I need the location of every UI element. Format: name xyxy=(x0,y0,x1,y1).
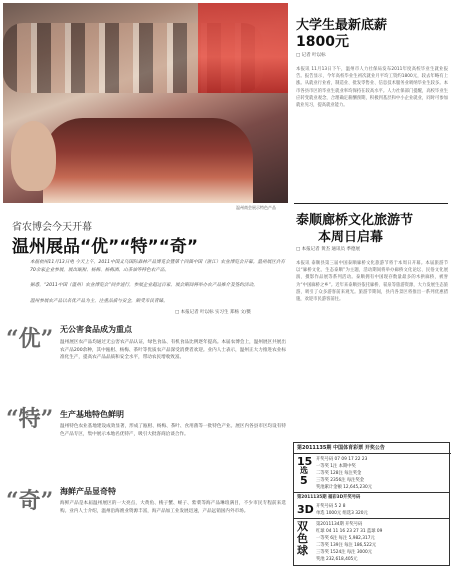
side2-title-line2: 本周日启幕 xyxy=(318,230,384,245)
side2-title-line1: 泰顺廊桥文化旅游节 xyxy=(296,213,414,228)
lottery-row-13: 奖池 232,618,405元 xyxy=(316,557,358,562)
red-banner-shape xyxy=(198,3,288,93)
lottery-row-11: 二等奖 139注 每注 186,522元 xyxy=(316,543,377,548)
lottery-row-2: 一等奖 1注 本期中奖 xyxy=(316,464,356,469)
section-title-you: 无公害食品成为重点 xyxy=(60,325,132,334)
lottery-5: 5 xyxy=(300,474,308,487)
section-title-qi: 海鲜产品显奇特 xyxy=(60,487,116,496)
photo-caption: 温州商会展示特色产品 xyxy=(236,205,276,210)
side1-credit: □ 记者 叶以标 xyxy=(296,53,326,58)
column-divider xyxy=(294,203,448,204)
side1-body: 本报讯 11月13日下午，温州市人力社保局发布2011年度高校毕业生就业报告。报告显示，今年高校毕业生初次就业月平均工资约1800元，较去年略有上涨。从就业行业看，制造业、批发零售业、信息技术服务业吸纳毕业生较多。本市各县市区的毕业生就业率均保持在较高水平。人力社保部门提醒，高校毕业生应转变就业观念，合理确定薪酬预期，积极到基层和中小企业就业，同时可参加就业见习，提高就业能力。 xyxy=(296,67,448,109)
side2-credit: □ 本报记者 黄杰 通讯员 季德展 xyxy=(296,247,360,252)
section-char-you: “优” xyxy=(6,326,54,352)
lottery-row-5: 奖池累计金额 12,645,230元 xyxy=(316,485,373,490)
section-body-qi: 海鲜产品是本届温州展区的一大亮点，大黄鱼、梭子蟹、蛏子、紫菜等海产品琳琅满目，不少市民专程前来选购。业内人士介绍，温州沿海渔业资源丰富，海产品加工业发展迅速，产品远销国内外市场。 xyxy=(60,501,286,514)
lottery-row-7: 单选 1000元 组选3 320元 xyxy=(316,511,368,516)
section-title-te: 生产基地特色鲜明 xyxy=(60,410,124,419)
person-shape xyxy=(11,121,56,191)
side2-body: 本报讯 泰顺县第三届中国泰顺廊桥文化旅游节将于本周日开幕。本届旅游节以“廊桥文化、生态泰顺”为主题，活动期间将举办廊桥文化论坛、民俗文化展演、摄影作品展等系列活动。泰顺拥有中国现存数量最多的木拱廊桥，被誉为“中国廊桥之乡”。近年来泰顺县依托廊桥、氡泉等旅游资源，大力发展生态旅游，吸引了众多游客前来观光。旅游节期间，县内各景区将推出一系列优惠措施，欢迎市民游客前往。 xyxy=(296,261,448,303)
lottery-head: 第2011135期 中国体育彩票 开奖公告 xyxy=(294,443,451,454)
lottery-row-4: 三等奖 2356注 每注奖金 xyxy=(316,478,365,483)
lottery-separator-2 xyxy=(294,518,449,519)
lottery-row-3: 二等奖 128注 每注奖金 xyxy=(316,471,362,476)
lottery-box xyxy=(293,442,450,566)
main-lead-3: 温州参展农产品以名优产品为主，注重品质与安全，颇受市民青睐。 xyxy=(30,299,168,304)
side1-title-line2: 1800元 xyxy=(296,34,349,50)
section-body-te: 温州特色农业基地建设成效显著，形成了瓯柑、杨梅、茶叶、食用菌等一批特色产业。展区内各县市区均设有特色产品专区，集中展示本地名优特产，吸引大批客商洽谈合作。 xyxy=(60,424,286,437)
lottery-separator-1 xyxy=(294,492,449,493)
section-body-you: 温州展区农产品均通过无公害农产品认证，绿色食品、有机食品比例逐年提高。本届农博会上，温州展区共展出农产品200余种，其中瓯柑、杨梅、茶叶等优质农产品深受消费者欢迎。业内人士表示，温州正大力推进农业标准化生产，提高农产品品质和安全水平，带动农民增收致富。 xyxy=(60,340,286,361)
main-title: 温州展品“优”“特”“奇” xyxy=(12,237,199,257)
lottery-mid-head: 第2011135期 福彩3D开奖号码 xyxy=(297,495,361,500)
lottery-row-8: 第2011134期 开奖号码 xyxy=(316,522,363,527)
lottery-row-12: 三等奖 1524注 每注 3000元 xyxy=(316,550,373,555)
section-char-te: “特” xyxy=(6,406,54,432)
lottery-row-1: 开奖号码 07 09 17 22 23 xyxy=(316,457,368,462)
main-photo xyxy=(3,3,288,203)
lottery-15: 15 xyxy=(297,455,313,468)
section-char-qi: “奇” xyxy=(6,488,54,514)
lottery-shuangseqiu: 双色球 xyxy=(297,520,308,557)
lottery-row-10: 一等奖 6注 每注 5,982,317元 xyxy=(316,536,375,541)
lottery-xuan: 选 xyxy=(300,466,308,475)
product-table-shape xyxy=(43,118,253,203)
lottery-row-9: 红球 04 11 16 23 27 31 蓝球 09 xyxy=(316,529,383,534)
main-kicker: 省农博会今天开幕 xyxy=(12,222,92,233)
main-lead: 本报杭州11月13日电 今天上午，2011中国义乌国际森林产品博览会暨第十四届中国（浙江）农业博览会开幕。温州展区共有70余家企业参展，展出瓯柑、杨梅、杨梅酒、山茶油等特色农产品。 xyxy=(30,260,285,273)
side1-title-line1: 大学生最新底薪 xyxy=(296,18,388,33)
lottery-row-6: 开奖号码 5 2 8 xyxy=(316,504,346,509)
lottery-3d: 3D xyxy=(297,503,314,516)
main-byline: □ 本报记者 叶以标 实习生 郑杨 文/摄 xyxy=(175,310,251,315)
main-lead-2: 据悉，“2011中国（温州）农业博览会”同步进行，参展企业超过百家，展会期间将举办农产品推介及签约活动。 xyxy=(30,283,258,288)
